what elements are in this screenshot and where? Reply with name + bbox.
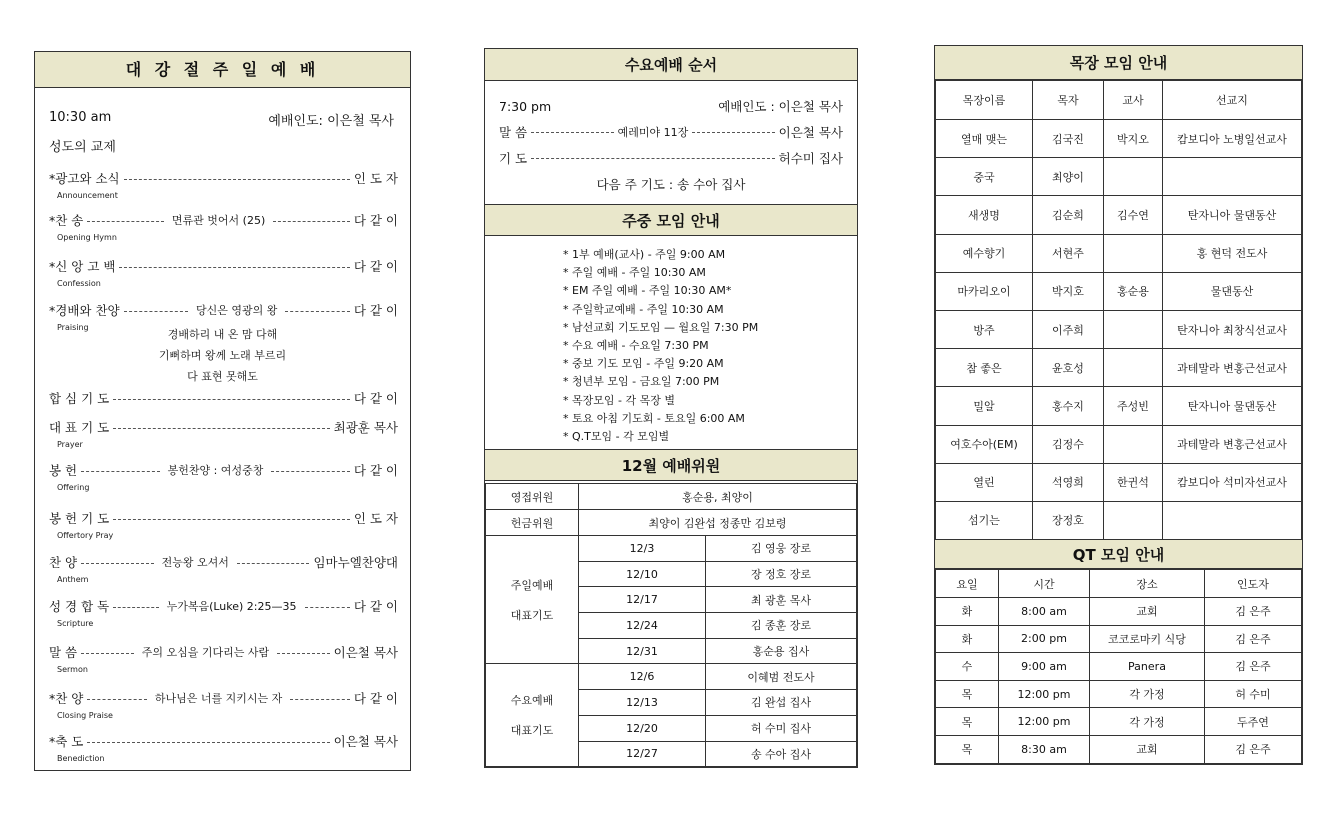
- mokjang-cell: [1104, 158, 1163, 196]
- fellowship-label: 성도의 교제: [49, 140, 116, 155]
- mokjang-cell: 과테말라 변홍근선교사: [1163, 349, 1302, 387]
- mokjang-row: [936, 310, 1302, 348]
- mokjang-cell: 홍수지: [1033, 387, 1104, 425]
- mokjang-row: [936, 120, 1302, 158]
- order-item-english: Benediction: [57, 754, 105, 763]
- qt-cell: 김 은주: [1205, 625, 1302, 653]
- order-item-leader: 다 같 이: [353, 213, 398, 228]
- qt-cell: 교회: [1090, 598, 1205, 626]
- mokjang-cell: 석영희: [1033, 463, 1104, 501]
- weekly-meeting-item: * 남선교회 기도모임 — 월요일 7:30 PM: [563, 320, 759, 334]
- order-item-leader: 다 같 이: [353, 691, 398, 706]
- committee-person: 허 수미 집사: [706, 715, 857, 741]
- qt-header-cell: 장소: [1090, 570, 1205, 598]
- qt-cell: 두주연: [1205, 708, 1302, 736]
- weekly-meeting-item: * 중보 기도 모임 - 주일 9:20 AM: [563, 357, 724, 371]
- committee-date: 12/13: [579, 690, 706, 716]
- mokjang-cell: 박지오: [1104, 120, 1163, 158]
- order-item-name: 찬 양: [49, 555, 78, 570]
- mokjang-cell: 한귄석: [1104, 463, 1163, 501]
- praise-line: 경배하리 내 온 맘 다해: [167, 328, 278, 341]
- qt-cell: 코코로마키 식당: [1090, 625, 1205, 653]
- qt-cell: 8:30 am: [999, 735, 1090, 763]
- order-row: [49, 643, 398, 661]
- committee-date: 12/31: [579, 638, 706, 664]
- committee-date: 12/17: [579, 587, 706, 613]
- qt-cell: 허 수미: [1205, 680, 1302, 708]
- qt-row: [936, 708, 1302, 736]
- mokjang-cell: [1163, 158, 1302, 196]
- praise-line: 기뻐하며 왕께 노래 부르리: [158, 349, 287, 362]
- mokjang-cell: 주성빈: [1104, 387, 1163, 425]
- committee-date: 12/24: [579, 613, 706, 639]
- order-item-detail: 전능왕 오셔서: [161, 556, 229, 569]
- committee-row: [486, 536, 857, 562]
- order-item-detail: 봉헌찬양 : 여성중창: [167, 464, 264, 477]
- qt-cell: 12:00 pm: [999, 680, 1090, 708]
- weekly-meeting-item: * 1부 예배(교사) - 주일 9:00 AM: [563, 248, 726, 261]
- sunday-leader: 예배인도: 이은철 목사: [268, 114, 394, 129]
- mokjang-cell: 탄자니아 물댄동산: [1163, 196, 1302, 234]
- mokjang-header-cell: 목자: [1033, 81, 1104, 120]
- order-row: [49, 732, 398, 750]
- qt-cell: 김 은주: [1205, 735, 1302, 763]
- mokjang-cell: 방주: [936, 310, 1033, 348]
- qt-cell: 수: [936, 653, 999, 681]
- greeters-label: 영접위원: [486, 484, 579, 510]
- order-item-english: Praising: [57, 323, 89, 332]
- order-row: [49, 301, 398, 319]
- order-item-detail: 면류관 벗어서 (25): [171, 214, 266, 227]
- mokjang-cell: 예수향기: [936, 234, 1033, 272]
- order-item-english: Announcement: [57, 191, 118, 200]
- order-item-english: Sermon: [57, 665, 88, 674]
- qt-cell: 각 가정: [1090, 708, 1205, 736]
- offering-value: 최양이 김완섭 정종만 김보령: [579, 510, 857, 536]
- committee-person: 송 수아 집사: [706, 741, 857, 767]
- weekly-meeting-item: * 주일학교예배 - 주일 10:30 AM: [563, 302, 724, 316]
- order-row: [49, 169, 398, 187]
- wednesday-sermon-text: 예레미야 11장: [617, 126, 689, 139]
- committee-person: 김 종훈 장로: [706, 613, 857, 639]
- group-label-line: 주일예배: [510, 578, 554, 592]
- mokjang-header-cell: 선교지: [1163, 81, 1302, 120]
- order-row: [49, 418, 398, 436]
- order-item-name: 합 심 기 도: [49, 391, 110, 406]
- mokjang-cell: [1104, 234, 1163, 272]
- mokjang-cell: [1104, 425, 1163, 463]
- committee-person: 김 완섭 집사: [706, 690, 857, 716]
- order-item-name: *광고와 소식: [49, 171, 120, 186]
- order-item-detail: 주의 오심을 기다리는 사람: [141, 646, 270, 659]
- order-item-detail: 누가복음(Luke) 2:25—35: [166, 600, 297, 613]
- order-item-leader: 인 도 자: [353, 511, 398, 526]
- mokjang-cell: 서현주: [1033, 234, 1104, 272]
- mokjang-cell: 물댄동산: [1163, 272, 1302, 310]
- qt-row: [936, 653, 1302, 681]
- qt-cell: 12:00 pm: [999, 708, 1090, 736]
- order-item-leader: 이은철 목사: [333, 645, 399, 660]
- qt-header-cell: 인도자: [1205, 570, 1302, 598]
- order-item-leader: 다 같 이: [353, 303, 399, 318]
- committee-group-label: [486, 536, 579, 664]
- greeters-value: 홍순용, 최양이: [579, 484, 857, 510]
- mokjang-row: [936, 463, 1302, 501]
- group-label-line: 수요예배: [510, 694, 554, 708]
- qt-cell: 화: [936, 598, 999, 626]
- mokjang-cell: 중국: [936, 158, 1033, 196]
- mokjang-cell: 여호수아(EM): [936, 425, 1033, 463]
- mokjang-cell: 마카리오이: [936, 272, 1033, 310]
- order-row: [49, 509, 398, 527]
- committee-person: 장 정호 장로: [706, 561, 857, 587]
- wednesday-prayer-person: 허수미 집사: [778, 151, 843, 166]
- weekly-meeting-item: * 수요 예배 - 수요일 7:30 PM: [563, 339, 709, 352]
- order-row: [49, 597, 398, 615]
- mokjang-cell: 섬기는: [936, 501, 1033, 539]
- order-item-name: 봉 헌: [49, 463, 78, 478]
- order-item-english: Opening Hymn: [57, 233, 117, 242]
- mokjang-cell: 김국진: [1033, 120, 1104, 158]
- mokjang-cell: 최양이: [1033, 158, 1104, 196]
- mokjang-row: [936, 234, 1302, 272]
- committee-date: 12/3: [579, 536, 706, 562]
- qt-cell: 각 가정: [1090, 680, 1205, 708]
- order-row: [49, 257, 398, 275]
- december-title: 12월 예배위원: [485, 449, 857, 481]
- qt-cell: Panera: [1090, 653, 1205, 681]
- order-item-leader: 다 같 이: [353, 599, 399, 614]
- mokjang-title: 목장 모임 안내: [935, 46, 1302, 80]
- order-item-leader: 임마누엘찬양대: [313, 555, 399, 570]
- mokjang-panel: [934, 45, 1303, 765]
- order-item-english: Prayer: [57, 440, 83, 449]
- qt-cell: 화: [936, 625, 999, 653]
- wednesday-time: 7:30 pm: [499, 98, 552, 114]
- order-item-name: *신 앙 고 백: [49, 259, 116, 274]
- qt-cell: 김 은주: [1205, 598, 1302, 626]
- sunday-service-title: 대 강 절 주 일 예 배: [35, 52, 410, 88]
- mokjang-row: [936, 425, 1302, 463]
- qt-row: [936, 735, 1302, 763]
- mokjang-cell: 캄보디아 석미자선교사: [1163, 463, 1302, 501]
- committee-person: 김 영웅 장로: [706, 536, 857, 562]
- mokjang-cell: 캄보디아 노병일선교사: [1163, 120, 1302, 158]
- mokjang-cell: 김정수: [1033, 425, 1104, 463]
- order-row: [49, 211, 398, 229]
- mokjang-cell: 홍 현덕 전도사: [1163, 234, 1302, 272]
- mokjang-row: [936, 196, 1302, 234]
- mokjang-cell: 윤호성: [1033, 349, 1104, 387]
- weekly-meeting-item: * 주일 예배 - 주일 10:30 AM: [563, 266, 706, 280]
- wednesday-prayer-label: 기 도: [499, 151, 528, 166]
- sunday-service-panel: [34, 51, 411, 771]
- mokjang-row: [936, 349, 1302, 387]
- group-label-line: 대표기도: [510, 608, 554, 622]
- mokjang-header-cell: 교사: [1104, 81, 1163, 120]
- qt-table: [935, 569, 1302, 764]
- mokjang-cell: 김순희: [1033, 196, 1104, 234]
- qt-header-cell: 시간: [999, 570, 1090, 598]
- mokjang-cell: [1104, 310, 1163, 348]
- committee-person: 이혜범 전도사: [706, 664, 857, 690]
- order-row: [49, 389, 398, 407]
- mokjang-row: [936, 501, 1302, 539]
- weekly-meeting-item: * EM 주일 예배 - 주일 10:30 AM*: [563, 284, 732, 298]
- committee-group-label: [486, 664, 579, 767]
- qt-cell: 목: [936, 708, 999, 736]
- mokjang-header-row: [936, 81, 1302, 120]
- qt-header-cell: 요일: [936, 570, 999, 598]
- mokjang-cell: 탄자니아 최창식선교사: [1163, 310, 1302, 348]
- wednesday-panel: [484, 48, 858, 768]
- qt-row: [936, 625, 1302, 653]
- wednesday-sermon-speaker: 이은철 목사: [778, 125, 844, 140]
- wednesday-leader: 예배인도 : 이은철 목사: [718, 99, 843, 114]
- mokjang-row: [936, 272, 1302, 310]
- committee-date: 12/10: [579, 561, 706, 587]
- mokjang-row: [936, 158, 1302, 196]
- order-item-leader: 다 같 이: [353, 259, 398, 274]
- mokjang-cell: 탄자니아 물댄동산: [1163, 387, 1302, 425]
- order-item-detail: 하나님은 너를 지키시는 자: [154, 692, 283, 705]
- committee-date: 12/27: [579, 741, 706, 767]
- qt-title: QT 모임 안내: [935, 539, 1302, 569]
- mokjang-cell: 김수연: [1104, 196, 1163, 234]
- qt-cell: 교회: [1090, 735, 1205, 763]
- qt-cell: 김 은주: [1205, 653, 1302, 681]
- qt-cell: 목: [936, 735, 999, 763]
- mokjang-row: [936, 387, 1302, 425]
- order-item-english: Offering: [57, 483, 90, 492]
- order-item-leader: 이은철 목사: [333, 734, 398, 749]
- order-item-name: *경배와 찬양: [49, 303, 120, 318]
- order-item-name: *찬 양: [49, 691, 84, 706]
- order-row: [49, 553, 398, 571]
- order-item-english: Offertory Pray: [57, 531, 114, 540]
- mokjang-table: [935, 80, 1302, 540]
- mokjang-cell: [1104, 349, 1163, 387]
- weekly-meeting-item: * 청년부 모임 - 금요일 7:00 PM: [563, 375, 720, 389]
- order-item-name: *찬 송: [49, 213, 84, 228]
- december-committee-table: [485, 483, 857, 767]
- order-item-name: 성 경 합 독: [49, 599, 110, 614]
- weekly-meeting-item: * 목장모임 - 각 목장 별: [563, 393, 675, 407]
- order-item-detail: 당신은 영광의 왕: [196, 304, 278, 317]
- offering-label: 헌금위원: [486, 510, 579, 536]
- weekly-title: 주중 모임 안내: [485, 204, 857, 236]
- wednesday-sermon-label: 말 씀: [499, 125, 528, 140]
- committee-row: [486, 664, 857, 690]
- order-item-english: Confession: [57, 279, 101, 288]
- order-item-english: Scripture: [57, 619, 94, 628]
- order-item-name: 대 표 기 도: [49, 420, 110, 435]
- qt-header-row: [936, 570, 1302, 598]
- order-item-name: *축 도: [49, 734, 84, 749]
- qt-cell: 8:00 am: [999, 598, 1090, 626]
- praise-line: 다 표현 못해도: [187, 370, 258, 383]
- mokjang-cell: [1163, 501, 1302, 539]
- next-prayer: 다음 주 기도 : 송 수아 집사: [596, 177, 746, 192]
- mokjang-header-cell: 목장이름: [936, 81, 1033, 120]
- mokjang-cell: 과테말라 변홍근선교사: [1163, 425, 1302, 463]
- weekly-meeting-item: * 토요 아침 기도회 - 토요일 6:00 AM: [563, 411, 745, 425]
- order-item-leader: 다 같 이: [353, 391, 398, 406]
- mokjang-cell: 이주희: [1033, 310, 1104, 348]
- mokjang-cell: 홍순용: [1104, 272, 1163, 310]
- committee-person: 최 광훈 목사: [706, 587, 857, 613]
- wednesday-title: 수요예배 순서: [485, 49, 857, 81]
- mokjang-cell: 밀알: [936, 387, 1033, 425]
- order-item-english: Anthem: [57, 575, 89, 584]
- order-row: [49, 461, 398, 479]
- order-item-leader: 최광훈 목사: [333, 420, 398, 435]
- order-item-leader: 인 도 자: [353, 171, 398, 186]
- qt-cell: 목: [936, 680, 999, 708]
- qt-cell: 2:00 pm: [999, 625, 1090, 653]
- committee-date: 12/20: [579, 715, 706, 741]
- mokjang-cell: 박지호: [1033, 272, 1104, 310]
- order-item-name: 봉 헌 기 도: [49, 511, 110, 526]
- mokjang-cell: 새생명: [936, 196, 1033, 234]
- qt-cell: 9:00 am: [999, 653, 1090, 681]
- order-item-english: Closing Praise: [57, 711, 113, 720]
- committee-date: 12/6: [579, 664, 706, 690]
- group-label-line: 대표기도: [510, 724, 554, 738]
- committee-person: 홍순용 집사: [706, 638, 857, 664]
- qt-row: [936, 680, 1302, 708]
- mokjang-cell: 열린: [936, 463, 1033, 501]
- mokjang-cell: [1104, 501, 1163, 539]
- order-item-name: 말 씀: [49, 645, 78, 660]
- mokjang-cell: 참 좋은: [936, 349, 1033, 387]
- mokjang-cell: 열매 맺는: [936, 120, 1033, 158]
- order-item-leader: 다 같 이: [353, 463, 398, 478]
- mokjang-cell: 장정호: [1033, 501, 1104, 539]
- sunday-time: 10:30 am: [49, 110, 112, 125]
- order-row: [49, 689, 398, 707]
- qt-row: [936, 598, 1302, 626]
- weekly-meeting-item: * Q.T모임 - 각 모임별: [563, 430, 670, 443]
